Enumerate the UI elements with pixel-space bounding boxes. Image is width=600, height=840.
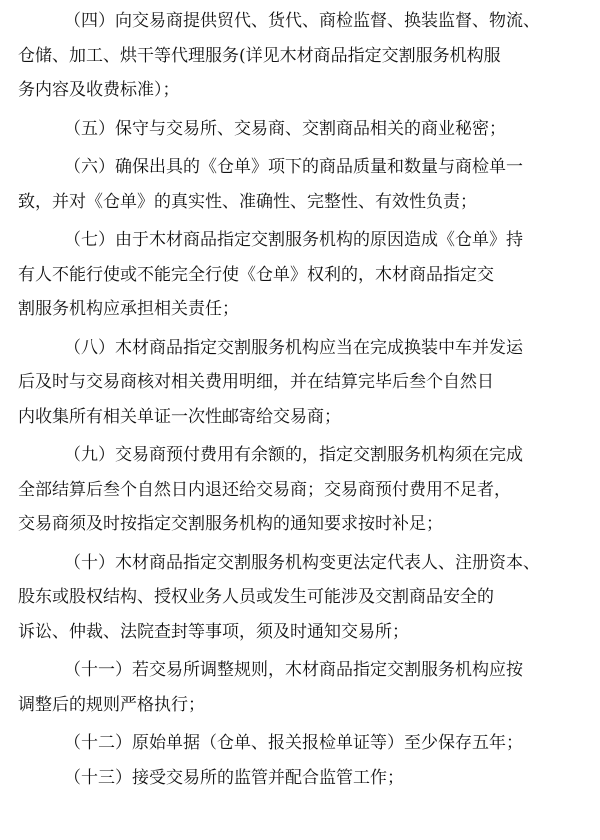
clause-8 (18, 331, 582, 435)
clause-7 (18, 223, 582, 327)
clause-12 (18, 726, 582, 761)
text-line: 仓储、加工、烘干等代理服务(详见木材商品指定交割服务机构服 (18, 45, 501, 66)
text-line: 割服务机构应承担相关责任； (18, 299, 239, 319)
clause-4 (18, 4, 582, 108)
clause-5 (18, 112, 582, 147)
text-line: 交易商须及时按指定交割服务机构的通知要求按时补足； (18, 514, 443, 534)
text-line: （四）向交易商提供贸代、货代、商检监督、换装监督、物流、 (64, 11, 540, 31)
text-line: （十二）原始单据（仓单、报关报检单证等）至少保存五年； (64, 733, 523, 753)
clause-13 (18, 761, 582, 796)
text-line: （八）木材商品指定交割服务机构应当在完成换装中车并发运 (64, 337, 523, 358)
text-line: （六）确保出具的《仓单》项下的商品质量和数量与商检单一 (64, 157, 523, 177)
text-line: （九）交易商预付费用有余额的，指定交割服务机构须在完成 (64, 445, 523, 465)
clause-9 (18, 438, 582, 542)
text-line: （五）保守与交易所、交易商、交割商品相关的商业秘密； (64, 118, 506, 139)
clause-6 (18, 150, 582, 219)
text-line: 全部结算后叁个自然日内退还给交易商；交易商预付费用不足者， (18, 479, 511, 500)
text-line: （十一）若交易所调整规则，木材商品指定交割服务机构应按 (64, 660, 523, 680)
text-line: （七）由于木材商品指定交割服务机构的原因造成《仓单》持 (64, 230, 523, 250)
text-line: 后及时与交易商核对相关费用明细，并在结算完毕后叁个自然日 (18, 372, 494, 392)
clause-11 (18, 653, 582, 722)
text-line: （十三）接受交易所的监管并配合监管工作； (64, 767, 404, 788)
text-line: 致，并对《仓单》的真实性、准确性、完整性、有效性负责； (18, 191, 477, 212)
text-line: 诉讼、仲裁、法院查封等事项，须及时通知交易所； (18, 621, 409, 642)
text-line: 务内容及收费标准）； (18, 80, 180, 100)
text-line: 调整后的规则严格执行； (18, 694, 205, 715)
text-line: 内收集所有相关单证一次性邮寄给交易商； (18, 406, 341, 427)
text-line: （十）木材商品指定交割服务机构变更法定代表人、注册资本、 (64, 552, 540, 573)
clause-10 (18, 546, 582, 650)
text-line: 股东或股权结构、授权业务人员或发生可能涉及交割商品安全的 (18, 587, 494, 607)
text-line: 有人不能行使或不能完全行使《仓单》权利的，木材商品指定交 (18, 264, 494, 285)
